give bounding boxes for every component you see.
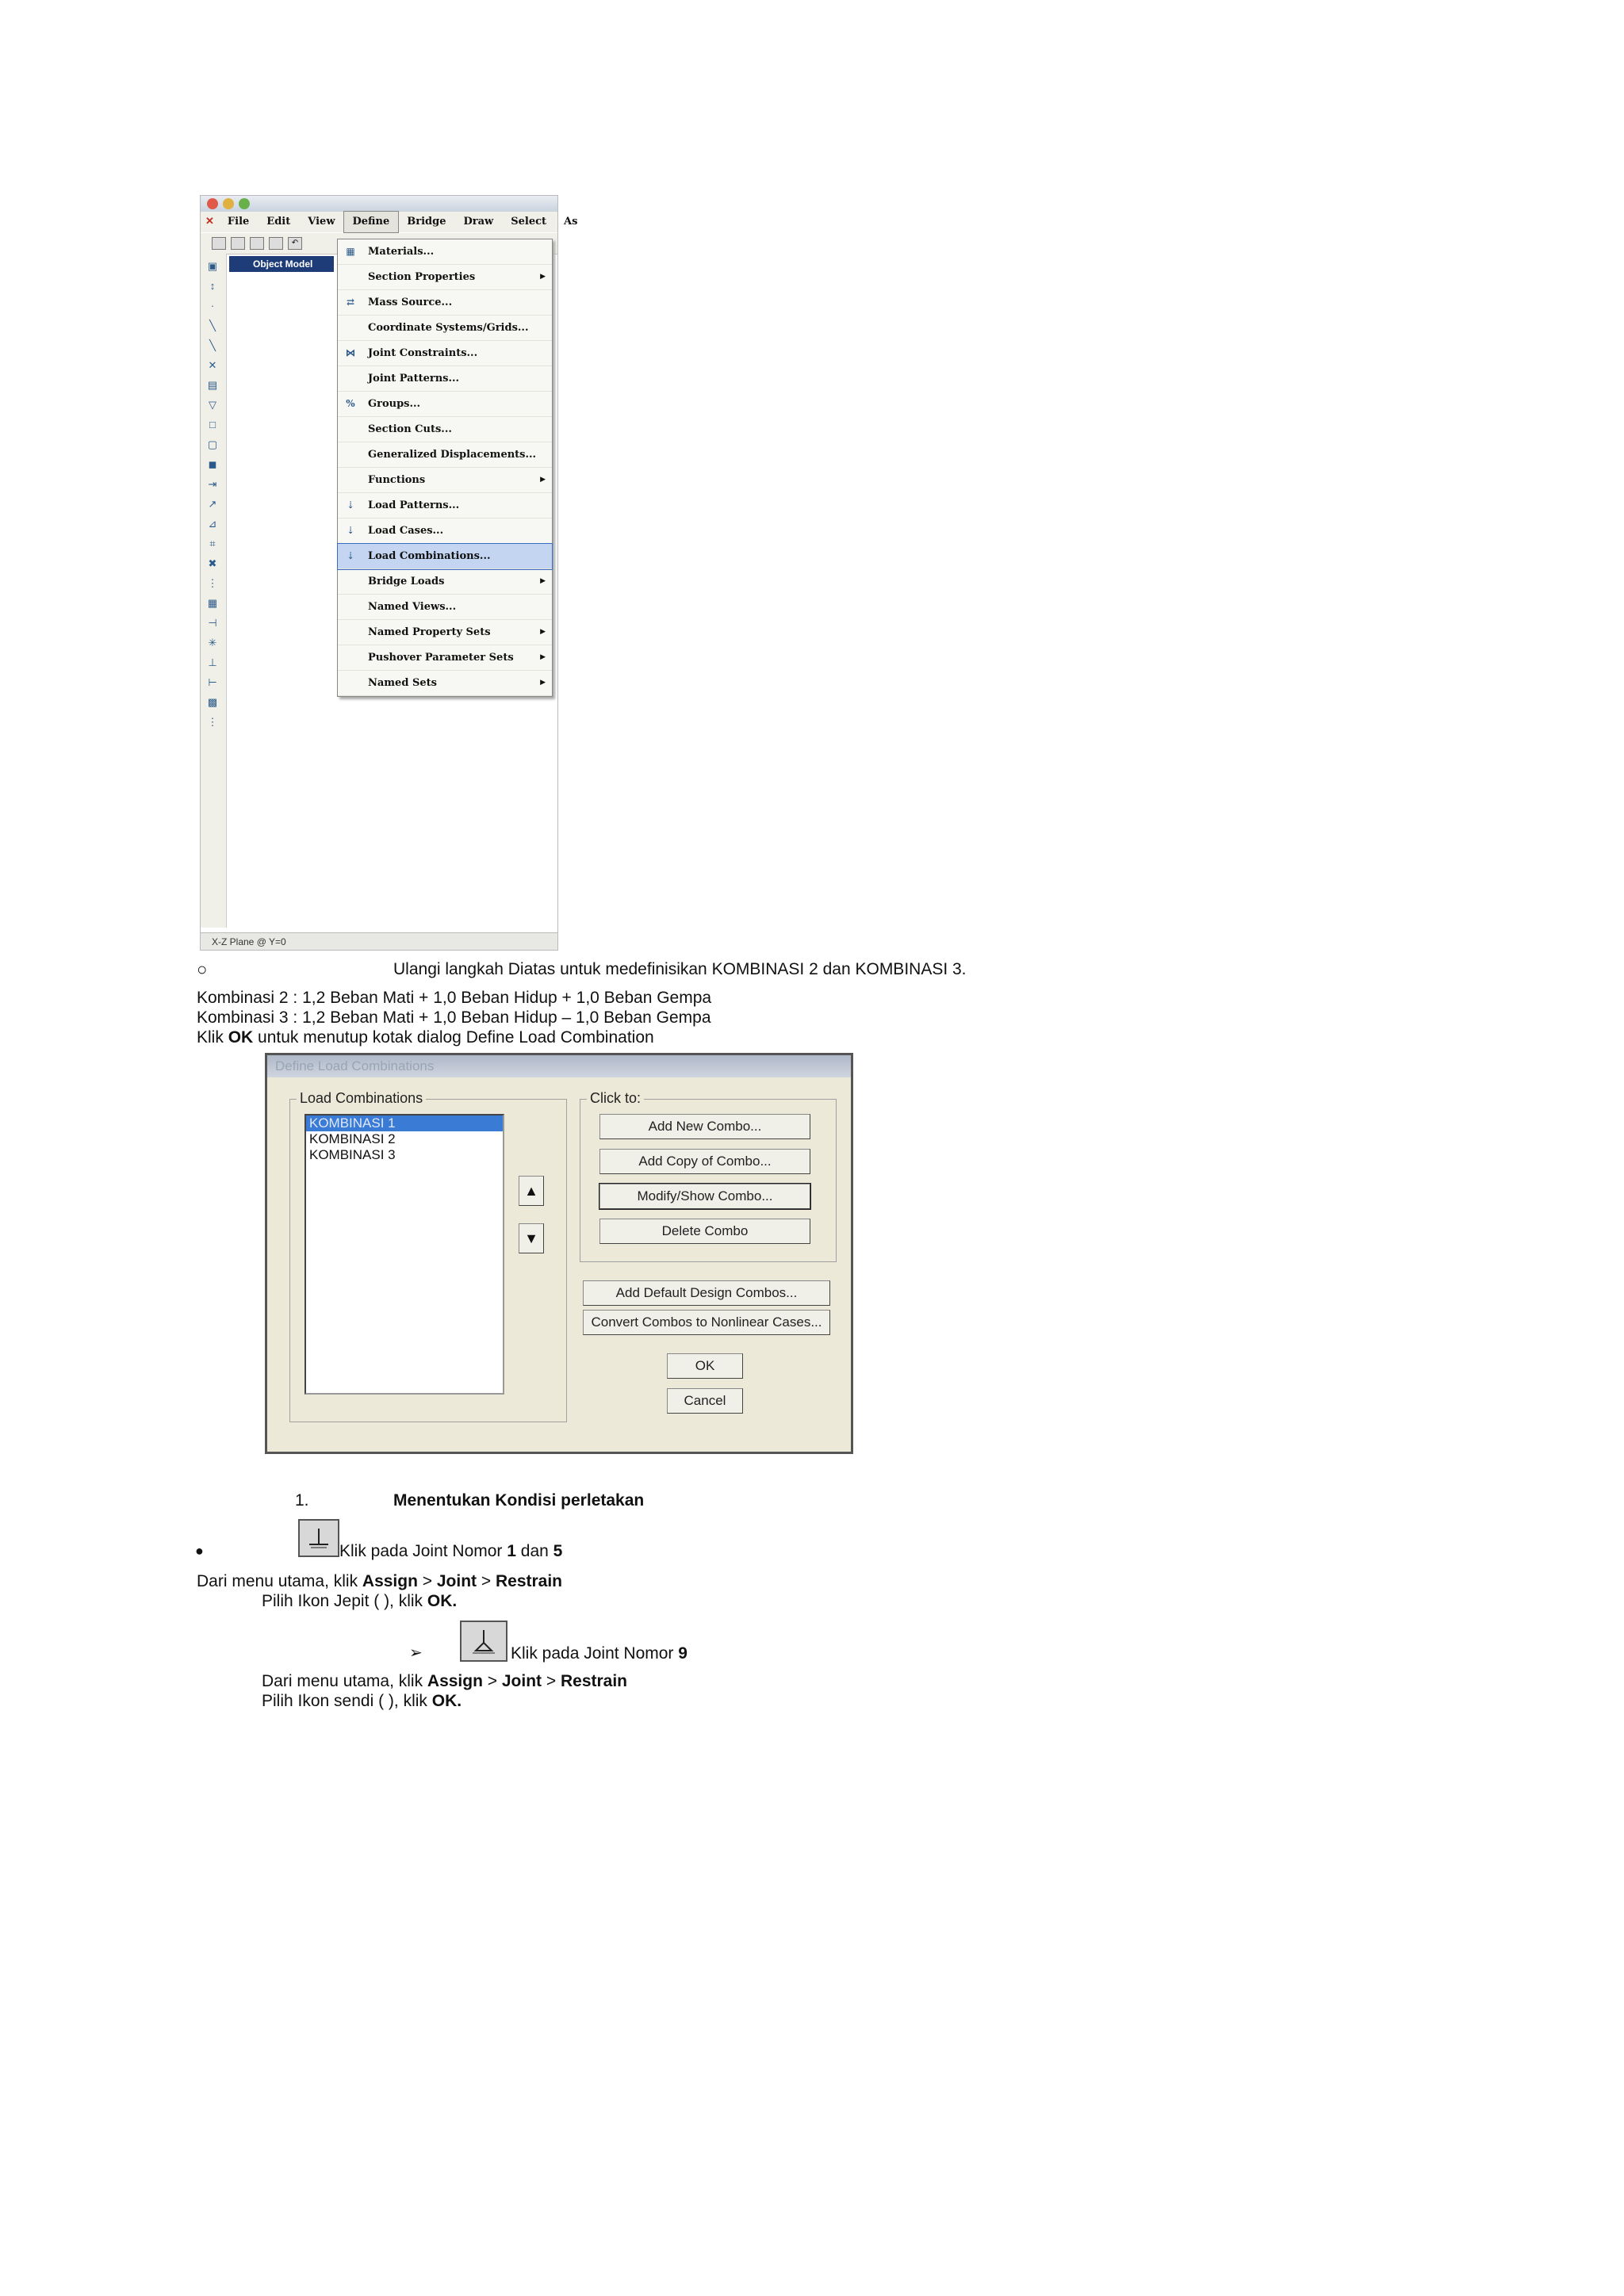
load-combinations-group [289,1090,567,1422]
fixed-support-icon [298,1519,339,1557]
minimize-window-icon[interactable] [223,198,234,209]
menu-path-2 [262,1671,627,1692]
reshape-tool-icon[interactable]: ↕ [209,280,216,292]
ok-button[interactable]: OK [667,1353,743,1379]
menu-item-label: Load Combinations... [368,550,491,562]
close-window-icon[interactable] [207,198,218,209]
restrain-keyword: Restrain [560,1672,627,1690]
define-menu-item[interactable] [338,620,552,645]
cancel-button[interactable]: Cancel [667,1388,743,1414]
draw-poly-area-icon[interactable]: ▽ [209,399,216,411]
define-menu-item[interactable] [338,341,552,366]
object-model-tab[interactable]: Object Model [229,256,334,272]
menu-file[interactable]: File [227,216,250,228]
snap-fine-grid-icon[interactable]: ▩ [207,696,218,708]
kombinasi-2-text: Kombinasi 2 : 1,2 Beban Mati + 1,0 Beban Hidup + 1,0 Beban Gempa [197,989,712,1007]
draw-section-cut-icon[interactable]: ⊿ [208,518,217,530]
draw-link-icon[interactable]: ⇥ [208,478,217,490]
submenu-arrow-icon: ▶ [540,577,546,585]
menu-path-1 [197,1571,562,1592]
menu-assign[interactable]: As [564,216,578,228]
klik-post-text: untuk menutup kotak dialog Define Load Combination [253,1028,654,1047]
repeat-step-text: Ulangi langkah Diatas untuk medefinisikan KOMBINASI 2 dan KOMBINASI 3. [393,960,967,978]
kombinasi-3-text: Kombinasi 3 : 1,2 Beban Mati + 1,0 Beban Hidup – 1,0 Beban Gempa [197,1008,711,1027]
pinned-support-icon [460,1621,508,1662]
pilih-sendi-pre: Pilih Ikon sendi ( ), klik [262,1692,432,1710]
snap-ends-icon[interactable]: ▦ [207,597,218,609]
load-combinations-label: Load Combinations [297,1090,426,1107]
joint-1-5-mid: dan [515,1542,553,1560]
pointer-tool-icon[interactable]: ▣ [207,260,218,272]
joint-number-9: 9 [678,1644,688,1663]
define-menu-item[interactable] [338,519,552,544]
menu-item-label: Mass Source... [368,297,453,308]
menu-item-label: Section Cuts... [368,423,452,435]
define-menu-item[interactable] [338,290,552,316]
menu-item-label: Named Sets [368,677,437,689]
menu-item-label: Named Views... [368,601,457,613]
define-load-combinations-dialog [265,1053,853,1454]
delete-combo-button[interactable]: Delete Combo [599,1219,810,1244]
combo-list-item[interactable]: KOMBINASI 1 [306,1115,503,1131]
snap-more-icon[interactable]: ⋮ [207,716,218,728]
menu-select[interactable]: Select [511,216,547,228]
open-file-icon[interactable] [231,237,245,250]
menu-bridge[interactable]: Bridge [407,216,446,228]
ok-keyword: OK [228,1028,254,1047]
define-menu-item[interactable] [338,392,552,417]
joint-1-5-pre: Klik pada Joint Nomor [339,1542,508,1560]
snap-joints-icon[interactable]: ⋮ [207,577,218,589]
submenu-arrow-icon: ▶ [540,273,546,281]
draw-frame-quick-icon[interactable]: ╲ [209,339,216,351]
submenu-arrow-icon: ▶ [540,476,546,484]
define-menu-item[interactable] [338,671,552,696]
menu-item-label: Named Property Sets [368,626,491,638]
section-number: 1. [295,1491,309,1510]
define-menu-item[interactable] [338,442,552,468]
menu-bar [201,212,578,232]
draw-brace-icon[interactable]: ✕ [208,359,217,371]
menu-item-icon: ⇣ [346,499,355,511]
menu-item-label: Load Patterns... [368,499,460,511]
menu-item-label: Generalized Displacements... [368,449,537,461]
menu-item-label: Groups... [368,398,421,410]
snap-perpendicular-icon[interactable]: ⊥ [208,656,217,668]
quick-area-icon[interactable]: ▢ [207,438,218,450]
convert-combos-button[interactable]: Convert Combos to Nonlinear Cases... [583,1310,830,1335]
assign-keyword: Assign [362,1572,418,1590]
section-title: Menentukan Kondisi perletakan [393,1491,645,1510]
undo-icon[interactable]: ↶ [288,237,302,250]
load-combinations-list[interactable] [304,1114,504,1395]
menu-view[interactable]: View [308,216,335,228]
define-menu-item[interactable] [338,468,552,493]
combo-list-item[interactable]: KOMBINASI 3 [309,1147,396,1162]
menu-item-label: Pushover Parameter Sets [368,652,514,664]
modify-show-combo-button[interactable]: Modify/Show Combo... [599,1184,810,1209]
menu-item-label: Joint Constraints... [368,347,478,359]
define-menu-item[interactable] [338,544,552,569]
klik-ok-instruction [197,1027,654,1048]
menu-path-pre: Dari menu utama, klik [262,1672,427,1690]
move-down-button[interactable] [519,1223,544,1253]
joint-keyword: Joint [436,1572,477,1590]
circle-bullet: ○ [197,959,208,979]
maximize-window-icon[interactable] [239,198,250,209]
define-menu-item[interactable] [338,645,552,671]
add-new-combo-button[interactable]: Add New Combo... [599,1114,810,1139]
window-titlebar [201,196,557,212]
menu-define[interactable]: Define [344,212,399,232]
click-to-group [580,1090,837,1262]
define-menu-item[interactable] [338,569,552,595]
define-menu-item[interactable] [338,316,552,341]
pilih-jepit-instruction [262,1591,457,1612]
menu-path-pre: Dari menu utama, klik [197,1572,362,1590]
menu-item-icon: ⇣ [346,525,355,536]
ok-keyword: OK. [427,1592,458,1610]
submenu-arrow-icon: ▶ [540,653,546,661]
status-bar: X-Z Plane @ Y=0 [201,932,557,950]
menu-item-label: Coordinate Systems/Grids... [368,322,529,334]
snap-midpoint-icon[interactable]: ⊣ [208,617,217,629]
define-menu-item[interactable] [338,265,552,290]
restrain-keyword: Restrain [495,1572,562,1590]
reference-point-icon[interactable]: ✖ [208,557,217,569]
draw-frame-icon[interactable]: ╲ [209,320,216,331]
define-menu-item[interactable] [338,493,552,519]
app-logo-icon: ✕ [205,216,214,228]
print-icon[interactable] [269,237,283,250]
add-default-design-combos-button[interactable]: Add Default Design Combos... [583,1280,830,1306]
define-menu-item[interactable] [338,595,552,620]
menu-item-label: Functions [368,474,426,486]
arrow-down-icon: ▼ [524,1230,538,1246]
snap-intersection-icon[interactable]: ✳ [208,637,217,649]
menu-item-icon: ⇄ [346,297,355,308]
submenu-arrow-icon: ▶ [540,628,546,636]
dialog-title: Define Load Combinations [267,1055,851,1077]
draw-dimension-icon[interactable]: ⌗ [209,538,216,549]
separator: > [477,1572,496,1590]
menu-item-label: Section Properties [368,271,476,283]
sap2000-define-menu-screenshot [200,195,578,951]
menu-item-label: Materials... [368,246,435,258]
pilih-jepit-pre: Pilih Ikon Jepit ( ), klik [262,1592,427,1610]
menu-item-label: Bridge Loads [368,576,445,587]
menu-item-icon: ⋈ [346,347,355,358]
snap-lines-icon[interactable]: ⊢ [208,676,217,688]
draw-rect-area-icon[interactable]: □ [209,419,216,430]
draw-tendon-icon[interactable]: ↗ [208,498,217,510]
joint-number-1: 1 [507,1542,516,1560]
define-menu-item[interactable] [338,417,552,442]
joint-keyword: Joint [501,1672,542,1690]
pilih-sendi-instruction [262,1691,462,1712]
define-menu-item[interactable] [338,239,552,265]
add-copy-combo-button[interactable]: Add Copy of Combo... [599,1149,810,1174]
assign-keyword: Assign [427,1672,483,1690]
ok-keyword: OK. [431,1692,462,1710]
menu-item-icon: ▦ [346,246,355,257]
save-icon[interactable] [250,237,264,250]
move-up-button[interactable] [519,1176,544,1206]
submenu-arrow-icon: ▶ [540,679,546,687]
menu-draw[interactable]: Draw [463,216,494,228]
left-toolbar [201,254,227,928]
joint-1-5-instruction [339,1541,562,1562]
arrow-bullet: ➢ [409,1644,423,1662]
joint-9-instruction [511,1644,688,1664]
joint-9-pre: Klik pada Joint Nomor [511,1644,679,1663]
draw-joint-icon[interactable]: · [210,300,215,312]
new-file-icon[interactable] [212,237,226,250]
klik-pre-text: Klik [197,1028,228,1047]
arrow-up-icon: ▲ [524,1183,538,1199]
separator: > [417,1572,437,1590]
dot-bullet: ● [195,1543,204,1559]
menu-item-icon: % [346,398,355,409]
draw-solid-icon[interactable]: ◼ [208,458,217,470]
draw-area-icon[interactable]: ▤ [207,379,218,391]
define-menu-dropdown [337,239,553,697]
menu-item-label: Load Cases... [368,525,444,537]
joint-number-5: 5 [553,1542,563,1560]
menu-item-icon: ⇣ [346,550,355,561]
combo-list-item[interactable]: KOMBINASI 2 [309,1131,396,1146]
separator: > [542,1672,561,1690]
click-to-label: Click to: [587,1090,644,1107]
define-menu-item[interactable] [338,366,552,392]
separator: > [482,1672,502,1690]
menu-item-label: Joint Patterns... [368,373,460,385]
menu-edit[interactable]: Edit [266,216,291,228]
